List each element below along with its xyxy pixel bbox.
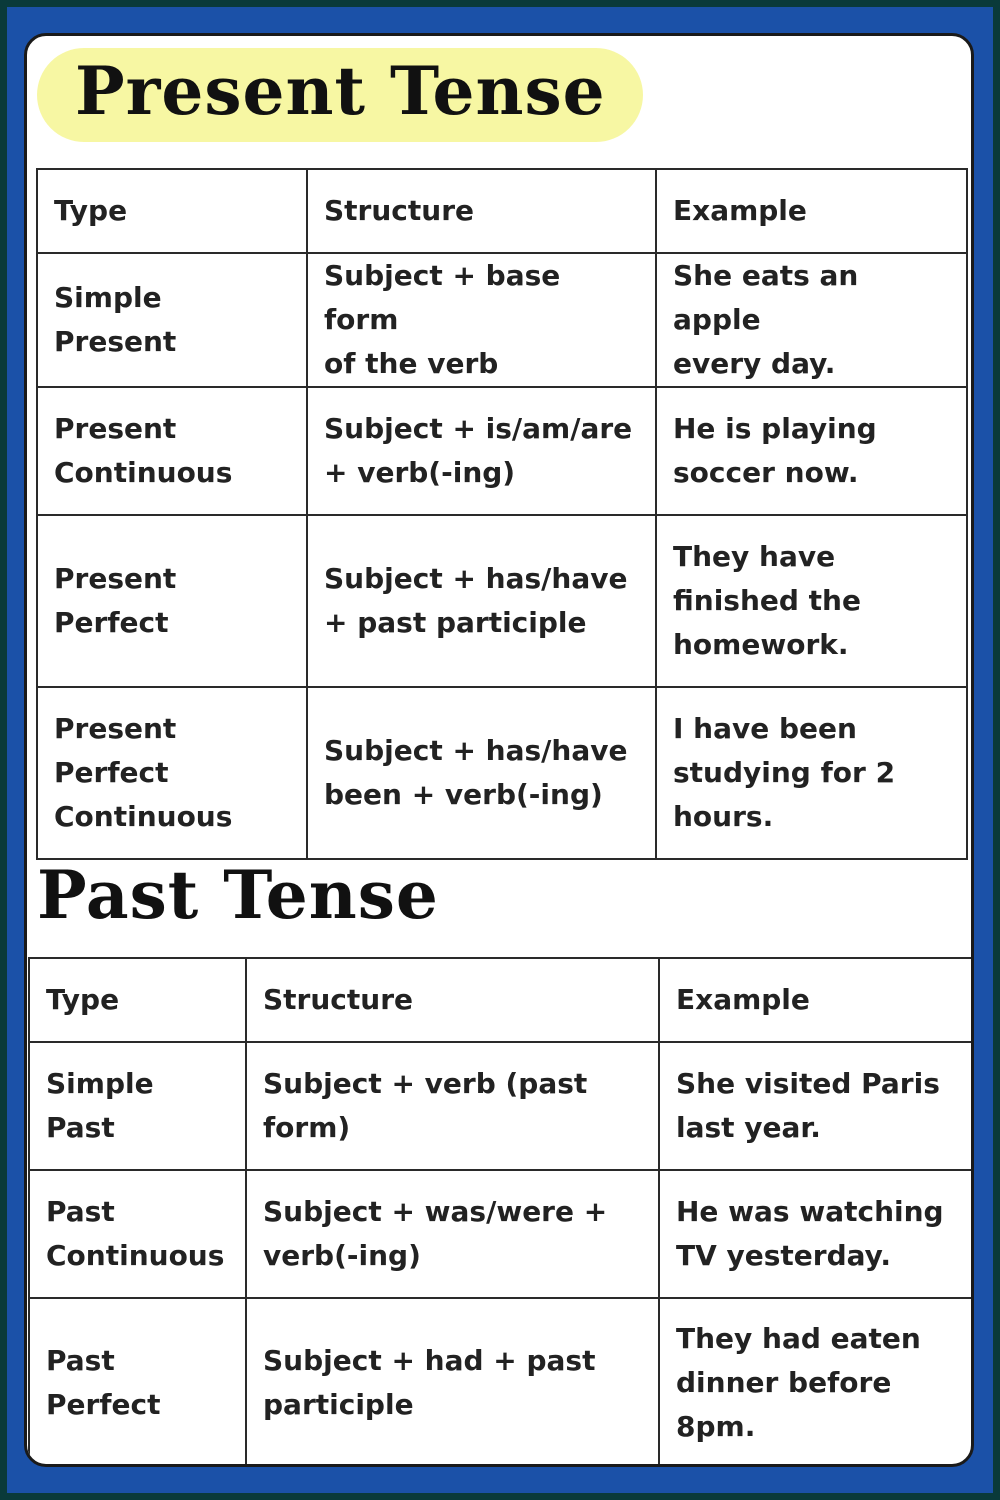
type-cell <box>37 387 307 515</box>
type-cell <box>37 253 307 387</box>
header-type: Type <box>37 169 307 253</box>
type-line: Present <box>54 562 177 595</box>
example-line: hours. <box>673 800 774 833</box>
table-row <box>29 1042 974 1170</box>
structure-line: Subject + base form <box>324 259 561 336</box>
type-line: Present <box>54 712 177 745</box>
example-line: finished the <box>673 584 861 617</box>
table-header-row <box>37 169 967 253</box>
structure-cell <box>246 1170 659 1298</box>
type-cell <box>29 1298 246 1467</box>
example-line: dinner before <box>676 1366 892 1399</box>
example-cell <box>659 1170 974 1298</box>
example-line: every day. <box>673 347 836 380</box>
example-cell <box>659 1298 974 1467</box>
table-row <box>37 515 967 687</box>
type-line: Continuous <box>54 800 233 833</box>
example-cell <box>659 1042 974 1170</box>
structure-line: Subject + had + past <box>263 1344 596 1377</box>
structure-line: verb(-ing) <box>263 1239 421 1272</box>
header-structure: Structure <box>246 958 659 1042</box>
type-line: Simple <box>54 281 162 314</box>
example-line: TV yesterday. <box>676 1239 892 1272</box>
tense-card <box>24 33 974 1467</box>
present-tense-title: Present Tense <box>75 52 606 130</box>
structure-line: Subject + has/have <box>324 734 628 767</box>
structure-line: Subject + is/am/are <box>324 412 633 445</box>
example-line: soccer now. <box>673 456 859 489</box>
type-cell <box>29 1170 246 1298</box>
example-cell <box>656 387 967 515</box>
example-line: She visited Paris <box>676 1067 940 1100</box>
type-line: Perfect <box>54 606 169 639</box>
structure-cell <box>246 1042 659 1170</box>
structure-line: + past participle <box>324 606 587 639</box>
example-line: She eats an apple <box>673 259 859 336</box>
structure-line: Subject + verb (past <box>263 1067 588 1100</box>
structure-line: + verb(-ing) <box>324 456 516 489</box>
structure-line: Subject + was/were + <box>263 1195 608 1228</box>
type-cell <box>37 515 307 687</box>
example-line: He is playing <box>673 412 877 445</box>
example-cell <box>656 515 967 687</box>
header-example: Example <box>656 169 967 253</box>
structure-cell <box>307 515 656 687</box>
example-line: They have <box>673 540 836 573</box>
structure-cell <box>307 387 656 515</box>
structure-line: of the verb <box>324 347 499 380</box>
header-type: Type <box>29 958 246 1042</box>
past-tense-title: Past Tense <box>37 856 439 934</box>
example-line: 8pm. <box>676 1410 756 1443</box>
type-line: Perfect <box>54 756 169 789</box>
header-example: Example <box>659 958 974 1042</box>
type-line: Simple Past <box>46 1067 154 1144</box>
type-cell <box>37 687 307 859</box>
example-line: He was watching <box>676 1195 944 1228</box>
past-tense-table <box>28 957 974 1467</box>
example-cell <box>656 687 967 859</box>
table-row <box>29 1298 974 1467</box>
example-line: They had eaten <box>676 1322 921 1355</box>
structure-line: form) <box>263 1111 351 1144</box>
example-cell <box>656 253 967 387</box>
example-line: last year. <box>676 1111 821 1144</box>
example-line: studying for 2 <box>673 756 896 789</box>
header-structure: Structure <box>307 169 656 253</box>
type-cell <box>29 1042 246 1170</box>
table-row <box>37 387 967 515</box>
structure-line: participle <box>263 1388 414 1421</box>
type-line: Present <box>54 412 177 445</box>
type-line: Past <box>46 1344 115 1377</box>
type-line: Perfect <box>46 1388 161 1421</box>
present-tense-table <box>36 168 968 860</box>
type-line: Present <box>54 325 177 358</box>
structure-cell <box>307 687 656 859</box>
structure-line: been + verb(-ing) <box>324 778 603 811</box>
type-line: Past <box>46 1195 115 1228</box>
table-header-row <box>29 958 974 1042</box>
structure-cell <box>307 253 656 387</box>
structure-cell <box>246 1298 659 1467</box>
table-row <box>37 253 967 387</box>
type-line: Continuous <box>46 1239 225 1272</box>
example-line: homework. <box>673 628 849 661</box>
type-line: Continuous <box>54 456 233 489</box>
example-line: I have been <box>673 712 857 745</box>
table-row <box>37 687 967 859</box>
table-row <box>29 1170 974 1298</box>
structure-line: Subject + has/have <box>324 562 628 595</box>
